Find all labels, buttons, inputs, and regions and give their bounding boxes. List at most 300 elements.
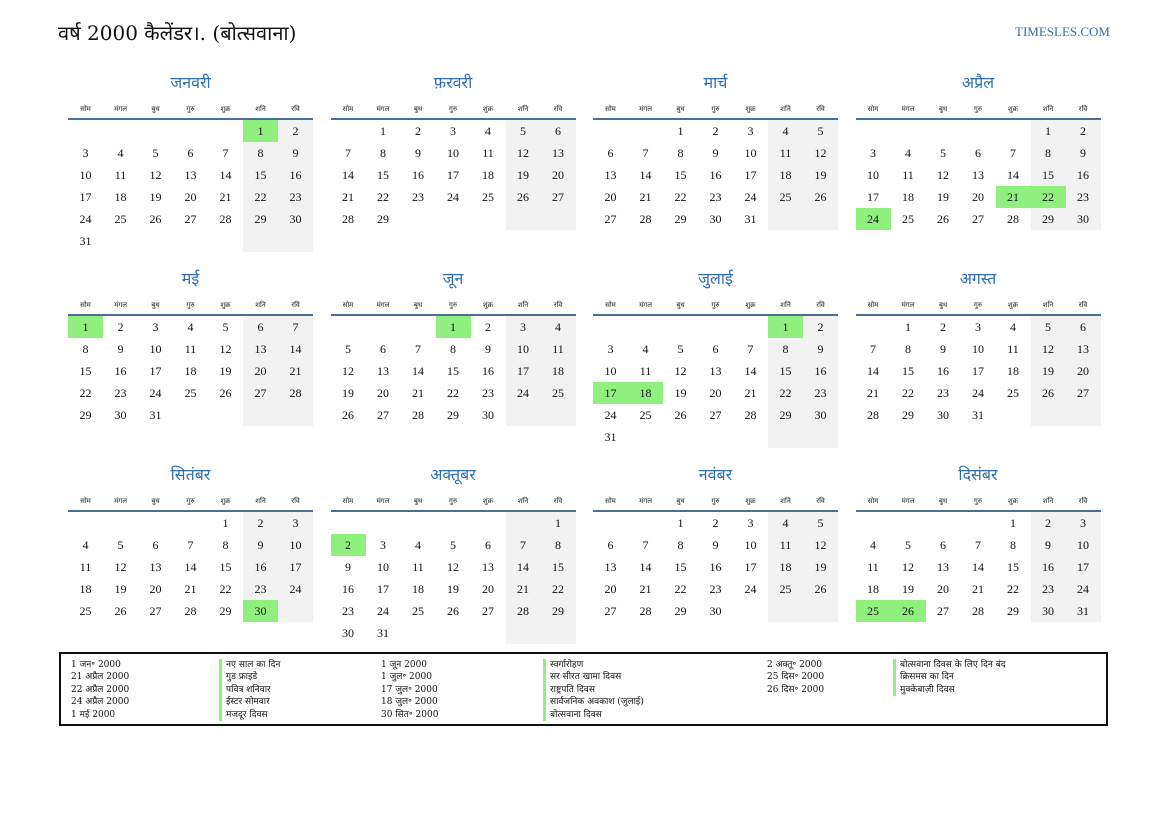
day-cell: 2	[1031, 512, 1066, 534]
day-cell: 16	[1066, 164, 1101, 186]
day-cell: 2	[940, 320, 946, 334]
weekday-label: शुक्र	[1007, 301, 1019, 309]
weekday-label: सोम	[342, 105, 354, 113]
day-cell: 6	[541, 120, 576, 142]
day-cell: 13	[149, 560, 162, 574]
day-cell: 17	[278, 556, 313, 578]
day-cell: 3	[152, 320, 159, 334]
legend-date: 26 दिस॰ 2000	[767, 684, 825, 695]
weekend-blank	[768, 600, 803, 622]
legend-date: 21 अप्रैल 2000	[71, 672, 130, 683]
weekday-label: मंगल	[376, 497, 390, 505]
day-cell: 28	[506, 600, 541, 622]
day-cell: 24	[149, 386, 162, 400]
day-cell: 14	[867, 364, 879, 378]
legend-date: 1 जुल॰ 2000	[381, 672, 432, 683]
day-cell: 29	[1031, 208, 1066, 230]
day-cell: 19	[803, 164, 838, 186]
day-cell: 7	[187, 538, 194, 552]
day-cell: 5	[117, 538, 124, 552]
day-cell: 26	[803, 186, 838, 208]
day-cell: 22	[219, 582, 232, 596]
day-cell: 28	[639, 212, 652, 226]
day-cell: 4	[768, 120, 803, 142]
weekday-label: सोम	[80, 301, 91, 309]
weekend-blank	[541, 208, 576, 230]
day-cell: 29	[377, 212, 389, 226]
day-cell: 23	[412, 190, 424, 204]
day-cell: 16	[937, 364, 949, 378]
day-cell: 4	[642, 342, 649, 356]
day-cell: 21	[219, 190, 232, 204]
day-cell: 23	[342, 604, 354, 618]
day-cell: 9	[278, 142, 313, 164]
day-cell: 6	[152, 538, 159, 552]
weekday-header	[331, 102, 576, 116]
site-link[interactable]: TIMESLES.COM	[1015, 24, 1110, 39]
day-cell: 24	[377, 604, 389, 618]
month-name: जून	[442, 269, 464, 288]
day-cell: 20	[377, 386, 389, 400]
legend-date-column	[767, 659, 824, 696]
day-cell: 14	[972, 560, 984, 574]
day-cell: 5	[905, 538, 911, 552]
day-cell: 6	[712, 342, 719, 356]
day-cell: 15	[1007, 560, 1019, 574]
weekday-label: शुक्र	[745, 497, 756, 505]
day-cell: 16	[412, 168, 424, 182]
day-cell: 2	[117, 320, 124, 334]
day-cell: 7	[642, 538, 649, 552]
day-cell: 21	[506, 578, 541, 600]
weekday-label: रवि	[816, 301, 825, 309]
weekday-label: गुरु	[973, 497, 983, 505]
day-cell: 9	[345, 560, 351, 574]
day-cell: 21	[639, 190, 652, 204]
weekday-label: शनि	[517, 301, 529, 309]
weekday-label: बुध	[938, 497, 948, 505]
weekday-label: गुरु	[711, 105, 720, 113]
day-cell: 9	[485, 342, 491, 356]
day-cell: 11	[412, 560, 424, 574]
weekday-label: सोम	[867, 301, 879, 309]
day-cell: 14	[1007, 168, 1019, 182]
day-cell: 28	[639, 604, 652, 618]
weekday-label: बुध	[676, 301, 685, 309]
day-cell: 27	[604, 604, 617, 618]
day-cell: 20	[184, 190, 197, 204]
day-cell: 20	[604, 190, 617, 204]
legend-name-column	[543, 659, 644, 721]
day-cell: 13	[541, 142, 576, 164]
day-cell: 3	[82, 146, 89, 160]
day-cell: 19	[803, 556, 838, 578]
day-cell: 10	[447, 146, 459, 160]
legend-holiday-name: सर सीरत खामा दिवस	[543, 671, 644, 683]
day-cell: 16	[1031, 556, 1066, 578]
weekday-label: सोम	[605, 301, 616, 309]
day-cell: 15	[79, 364, 92, 378]
day-cell: 6	[975, 146, 981, 160]
day-cell: 27	[541, 186, 576, 208]
day-cell: 27	[604, 212, 617, 226]
day-cell: 2	[415, 124, 421, 138]
day-cell: 31	[972, 408, 984, 422]
day-cell: 23	[1066, 186, 1101, 208]
legend-date: 1 मई 2000	[71, 709, 116, 720]
day-cell: 23	[482, 386, 494, 400]
weekend-blank	[1031, 404, 1066, 426]
day-cell: 12	[937, 168, 949, 182]
legend-date: 1 जन॰ 2000	[71, 660, 121, 670]
day-cell: 11	[482, 146, 494, 160]
day-cell: 7	[415, 342, 421, 356]
month-name: अगस्त	[959, 269, 997, 288]
day-cell: 12	[803, 142, 838, 164]
weekend-blank	[803, 208, 838, 230]
weekday-label: सोम	[80, 105, 91, 113]
day-cell: 22	[674, 582, 687, 596]
weekday-label: शनि	[1042, 497, 1054, 505]
day-cell: 16	[114, 364, 127, 378]
day-cell: 8	[243, 142, 278, 164]
page-title: वर्ष 2000 कैलेंडर।. (बोत्सवाना)	[58, 21, 297, 45]
day-cell: 8	[1010, 538, 1016, 552]
day-cell: 28	[412, 408, 424, 422]
day-cell: 23	[243, 578, 278, 600]
day-cell: 20	[243, 360, 278, 382]
day-cell: 10	[972, 342, 984, 356]
weekday-label: सोम	[342, 497, 354, 505]
day-cell: 15	[377, 168, 389, 182]
day-cell: 19	[342, 386, 354, 400]
day-cell: 4	[485, 124, 491, 138]
day-cell: 4	[117, 146, 124, 160]
day-cell: 21	[278, 360, 313, 382]
day-cell: 4	[187, 320, 194, 334]
weekday-label: बुध	[413, 301, 423, 309]
weekday-label: शुक्र	[1007, 105, 1019, 113]
day-cell: 27	[709, 408, 722, 422]
weekday-label: मंगल	[639, 497, 652, 505]
day-cell: 6	[243, 316, 278, 338]
legend-holiday-name: गुड फ्राइडे	[219, 671, 280, 683]
day-cell: 25	[482, 190, 494, 204]
day-cell: 2	[712, 516, 719, 530]
weekday-label: सोम	[80, 497, 91, 505]
day-cell: 18	[114, 190, 127, 204]
day-cell: 15	[768, 360, 803, 382]
weekday-label: बुध	[676, 105, 685, 113]
day-cell: 11	[114, 168, 127, 182]
weekend-blank	[278, 404, 313, 426]
day-cell: 8	[905, 342, 911, 356]
holiday-day: 1	[436, 316, 471, 338]
day-cell: 30	[1066, 208, 1101, 230]
legend-holiday-name: सार्वजनिक अवकाश (जुलाई)	[543, 696, 644, 708]
day-cell: 1	[1031, 120, 1066, 142]
day-cell: 18	[541, 360, 576, 382]
weekday-label: रवि	[816, 105, 825, 113]
day-cell: 22	[377, 190, 389, 204]
day-cell: 26	[674, 408, 687, 422]
weekday-label: शुक्र	[482, 105, 494, 113]
legend-holiday-name: ईस्टर सोमवार	[219, 696, 280, 708]
day-cell: 25	[639, 408, 652, 422]
weekday-label: शुक्र	[220, 497, 231, 505]
day-cell: 28	[867, 408, 879, 422]
day-cell: 30	[709, 604, 722, 618]
legend-date: 25 दिस॰ 2000	[767, 672, 825, 683]
day-cell: 16	[482, 364, 494, 378]
weekday-label: गुरु	[973, 301, 983, 309]
day-cell: 18	[1007, 364, 1019, 378]
weekday-label: मंगल	[114, 105, 127, 113]
weekend-blank	[803, 600, 838, 622]
day-cell: 8	[1031, 142, 1066, 164]
month-name: मार्च	[703, 73, 728, 92]
weekday-label: शुक्र	[220, 105, 231, 113]
day-cell: 24	[79, 212, 92, 226]
day-cell: 12	[447, 560, 459, 574]
weekend-blank	[506, 404, 541, 426]
day-cell: 11	[1007, 342, 1019, 356]
month-name: अक्तूबर	[430, 465, 476, 484]
weekday-label: गुरु	[448, 105, 458, 113]
day-cell: 18	[482, 168, 494, 182]
day-cell: 29	[674, 604, 687, 618]
day-cell: 5	[152, 146, 159, 160]
weekday-label: रवि	[816, 497, 825, 505]
month-name: सितंबर	[170, 465, 211, 484]
day-cell: 7	[975, 538, 981, 552]
weekday-label: शनि	[255, 497, 266, 505]
day-cell: 11	[867, 560, 879, 574]
day-cell: 5	[506, 120, 541, 142]
day-cell: 21	[184, 582, 197, 596]
day-cell: 29	[79, 408, 92, 422]
weekday-label: सोम	[867, 105, 879, 113]
legend-date-column	[71, 659, 129, 721]
day-cell: 31	[1066, 600, 1101, 622]
day-cell: 29	[447, 408, 459, 422]
day-cell: 30	[803, 404, 838, 426]
day-cell: 13	[604, 560, 617, 574]
day-cell: 26	[506, 186, 541, 208]
day-cell: 14	[219, 168, 232, 182]
day-cell: 13	[709, 364, 722, 378]
day-cell: 3	[380, 538, 386, 552]
weekday-label: मंगल	[376, 301, 390, 309]
day-cell: 4	[905, 146, 911, 160]
weekday-label: गुरु	[186, 497, 195, 505]
day-cell: 21	[744, 386, 757, 400]
weekday-label: गुरु	[711, 497, 720, 505]
day-cell: 25	[902, 212, 914, 226]
day-cell: 1	[905, 320, 911, 334]
day-cell: 22	[447, 386, 459, 400]
legend-holiday-name: बोत्सवाना दिवस के लिए दिन बंद	[893, 659, 1006, 671]
day-cell: 14	[639, 560, 652, 574]
day-cell: 6	[485, 538, 491, 552]
day-cell: 31	[377, 626, 389, 640]
day-cell: 29	[674, 212, 687, 226]
day-cell: 7	[222, 146, 229, 160]
day-cell: 30	[709, 212, 722, 226]
weekday-header	[68, 298, 313, 312]
day-cell: 27	[937, 604, 949, 618]
day-cell: 17	[506, 360, 541, 382]
day-cell: 25	[184, 386, 197, 400]
day-cell: 17	[867, 190, 879, 204]
weekday-header	[856, 102, 1101, 116]
weekday-label: शनि	[517, 105, 529, 113]
weekday-header	[68, 102, 313, 116]
day-cell: 6	[187, 146, 194, 160]
weekend-blank	[278, 600, 313, 622]
day-cell: 12	[803, 534, 838, 556]
day-cell: 6	[607, 146, 614, 160]
day-cell: 6	[940, 538, 946, 552]
day-cell: 5	[803, 512, 838, 534]
day-cell: 13	[482, 560, 494, 574]
holiday-day: 21	[996, 186, 1031, 208]
day-cell: 1	[677, 516, 684, 530]
day-cell: 5	[677, 342, 684, 356]
weekday-label: मंगल	[376, 105, 390, 113]
day-cell: 9	[117, 342, 124, 356]
day-cell: 28	[342, 212, 354, 226]
weekday-label: रवि	[553, 105, 563, 113]
day-cell: 19	[902, 582, 914, 596]
day-cell: 9	[712, 146, 719, 160]
day-cell: 30	[937, 408, 949, 422]
day-cell: 13	[937, 560, 949, 574]
day-cell: 23	[114, 386, 127, 400]
day-cell: 8	[82, 342, 89, 356]
day-cell: 14	[184, 560, 197, 574]
day-cell: 23	[803, 382, 838, 404]
weekday-label: गुरु	[973, 105, 983, 113]
legend-name-column	[219, 659, 280, 721]
day-cell: 12	[114, 560, 127, 574]
day-cell: 27	[377, 408, 389, 422]
day-cell: 14	[342, 168, 354, 182]
day-cell: 21	[639, 582, 652, 596]
day-cell: 12	[342, 364, 354, 378]
holiday-day: 1	[243, 120, 278, 142]
day-cell: 14	[744, 364, 757, 378]
day-cell: 24	[278, 578, 313, 600]
day-cell: 28	[219, 212, 232, 226]
weekend-blank	[768, 426, 803, 448]
day-cell: 8	[677, 538, 684, 552]
weekday-label: गुरु	[186, 105, 195, 113]
weekday-label: मंगल	[114, 497, 127, 505]
day-cell: 29	[902, 408, 914, 422]
month-name: जनवरी	[170, 73, 211, 92]
weekday-label: बुध	[938, 301, 948, 309]
month-name: मई	[181, 269, 200, 288]
weekend-blank	[243, 230, 278, 252]
legend-date-column	[381, 659, 438, 721]
day-cell: 12	[1031, 338, 1066, 360]
weekday-label: मंगल	[114, 301, 127, 309]
day-cell: 24	[1066, 578, 1101, 600]
day-cell: 17	[1066, 556, 1101, 578]
day-cell: 10	[278, 534, 313, 556]
day-cell: 17	[79, 190, 92, 204]
day-cell: 20	[149, 582, 162, 596]
holiday-day: 24	[856, 208, 891, 230]
weekday-label: गुरु	[711, 301, 720, 309]
day-cell: 6	[1066, 316, 1101, 338]
weekday-label: गुरु	[448, 497, 458, 505]
day-cell: 26	[803, 578, 838, 600]
holiday-day: 22	[1031, 186, 1066, 208]
weekday-label: मंगल	[901, 301, 915, 309]
day-cell: 20	[541, 164, 576, 186]
day-cell: 11	[768, 534, 803, 556]
weekend-blank	[278, 230, 313, 252]
weekday-header	[331, 298, 576, 312]
day-cell: 19	[114, 582, 127, 596]
day-cell: 26	[937, 212, 949, 226]
day-cell: 8	[677, 146, 684, 160]
day-cell: 19	[937, 190, 949, 204]
weekday-label: शुक्र	[482, 497, 494, 505]
day-cell: 9	[940, 342, 946, 356]
day-cell: 18	[79, 582, 92, 596]
day-cell: 1	[541, 512, 576, 534]
day-cell: 12	[674, 364, 687, 378]
day-cell: 8	[222, 538, 229, 552]
day-cell: 9	[1066, 142, 1101, 164]
weekday-label: मंगल	[901, 497, 915, 505]
legend-date: 1 जून 2000	[381, 660, 428, 670]
day-cell: 31	[744, 212, 757, 226]
day-cell: 13	[1066, 338, 1101, 360]
weekday-label: शनि	[1042, 301, 1054, 309]
day-cell: 4	[1010, 320, 1016, 334]
day-cell: 29	[768, 404, 803, 426]
day-cell: 20	[972, 190, 984, 204]
day-cell: 15	[243, 164, 278, 186]
day-cell: 25	[768, 578, 803, 600]
day-cell: 26	[149, 212, 162, 226]
day-cell: 8	[541, 534, 576, 556]
holiday-day: 26	[891, 600, 926, 622]
day-cell: 2	[803, 316, 838, 338]
day-cell: 31	[79, 234, 92, 248]
day-cell: 13	[184, 168, 197, 182]
day-cell: 27	[972, 212, 984, 226]
day-cell: 10	[377, 560, 389, 574]
day-cell: 2	[485, 320, 491, 334]
day-cell: 24	[506, 382, 541, 404]
month-name: फ़रवरी	[433, 73, 473, 92]
day-cell: 7	[345, 146, 351, 160]
day-cell: 29	[1007, 604, 1019, 618]
legend-date: 30 सित॰ 2000	[381, 709, 439, 720]
weekday-label: रवि	[291, 105, 300, 113]
day-cell: 26	[114, 604, 127, 618]
day-cell: 4	[768, 512, 803, 534]
holiday-legend	[59, 652, 1108, 726]
day-cell: 13	[972, 168, 984, 182]
legend-name-column	[893, 659, 1006, 696]
day-cell: 17	[972, 364, 984, 378]
